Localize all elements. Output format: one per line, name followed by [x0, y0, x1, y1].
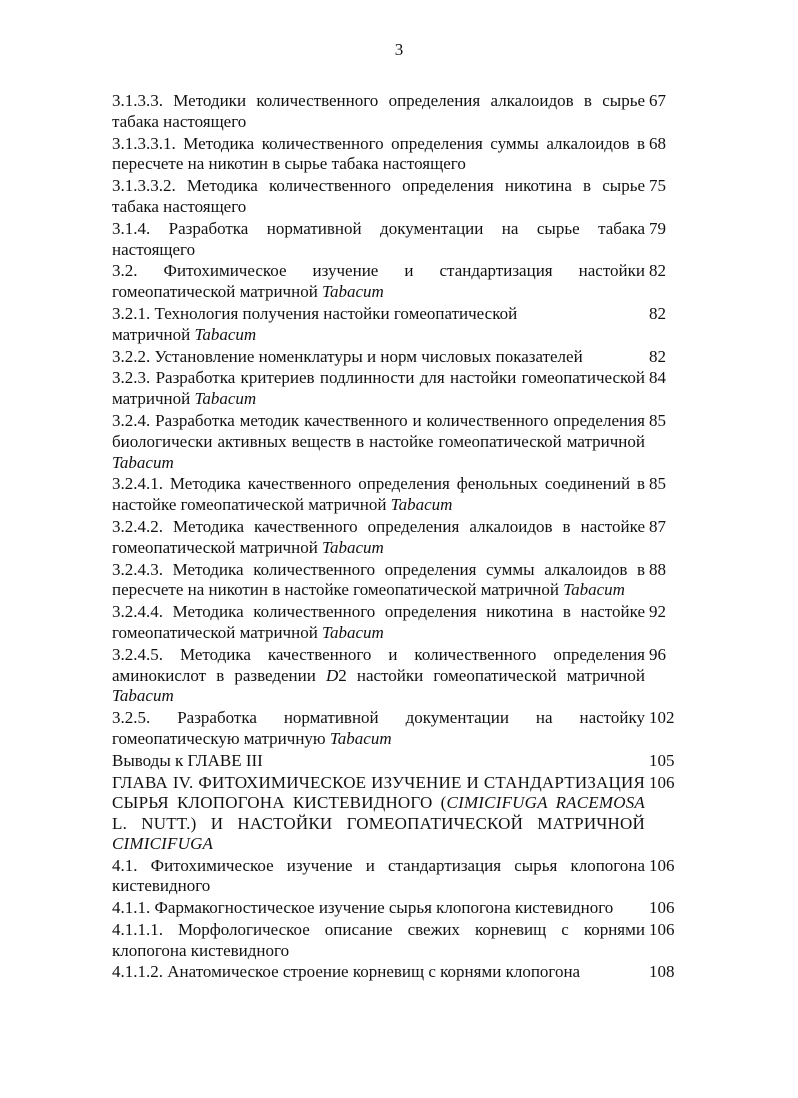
toc-title-text: 3.2.5. Разработка нормативной документации на настойку гомеопатическую матричную — [112, 708, 645, 748]
toc-title-latin: CIMICIFUGA RACEMOSA — [446, 793, 645, 812]
toc-title-latin: Tabacum — [194, 389, 257, 409]
toc-entry-3-2-4 — [112, 411, 712, 473]
toc-entry-3-2 — [112, 261, 712, 303]
toc-entry-title — [112, 645, 645, 707]
toc-entry-3-2-1 — [112, 304, 712, 346]
toc-entry-4-1 — [112, 856, 712, 898]
toc-entry-3-2-4-4 — [112, 602, 712, 644]
toc-entry-title — [112, 176, 645, 218]
toc-page-number: 106 — [649, 772, 675, 792]
toc-title-latin: Tabacum — [390, 495, 453, 515]
toc-page-number: 106 — [649, 919, 675, 939]
toc-entry-3-2-3 — [112, 368, 712, 410]
page-number: 3 — [394, 40, 404, 59]
toc-page-number: 67 — [649, 91, 666, 110]
toc-entry-4-1-1-1 — [112, 920, 712, 962]
toc-entry-3-2-4-1 — [112, 474, 712, 516]
toc-title-text: Выводы к ГЛАВЕ III — [112, 750, 263, 770]
toc-entry-conclusions-chapter-3 — [112, 751, 712, 772]
toc-title-text: 4.1.1.2. Анатомическое строение корневищ с корнями клопогона — [112, 962, 581, 982]
toc-title-text: 3.2.4.3. Методика количественного определения суммы алкалоидов в пересчете на никотин в настойке гомеопатической матричной — [112, 559, 645, 600]
toc-title-text: 4.1. Фитохимическое изучение и стандартизация сырья клопогона кистевидного — [112, 855, 645, 896]
toc-title-latin: Tabacum — [563, 580, 625, 600]
toc-title-text: 2 настойки гомеопатической матричной — [338, 665, 645, 685]
toc-page-number: 75 — [649, 176, 666, 196]
toc-title-latin: CIMICIFUGA — [112, 834, 214, 853]
toc-page-number: 84 — [649, 368, 666, 388]
toc-title-text: 3.2.2. Установление номенклатуры и норм числовых показателей — [112, 346, 583, 366]
toc-page-number: 106 — [649, 855, 675, 875]
toc-title-text: 3.1.3.3.1. Методика количественного определения суммы алкалоидов в пересчете на никотин в сырье табака настоящего — [112, 133, 645, 174]
toc-entry-title — [112, 474, 645, 516]
toc-entry-title — [112, 962, 645, 983]
toc-page-number: 85 — [649, 474, 666, 494]
toc-page-number: 87 — [649, 516, 666, 536]
toc-entry-3-2-2 — [112, 347, 712, 368]
toc-page-number: 82 — [649, 303, 666, 323]
toc-title-text: ГЛАВА IV. ФИТОХИМИЧЕСКОЕ ИЗУЧЕНИЕ И СТАНДАРТИЗАЦИЯ СЫРЬЯ КЛОПОГОНА КИСТЕВИДНОГО ( — [112, 772, 645, 812]
toc-entry-3-1-3-3-1 — [112, 134, 712, 176]
toc-page-number: 85 — [649, 410, 666, 430]
toc-title-text: 3.2. Фитохимическое изучение и стандартизация настойки гомеопатической матричной — [112, 261, 645, 302]
table-of-contents — [112, 91, 712, 983]
toc-title-text: 3.2.4. Разработка методик качественного и количественного определения биологически активных веществ в настойке гомеопатической матричной — [112, 410, 645, 451]
toc-entry-4-1-1 — [112, 898, 712, 919]
toc-entry-3-2-5 — [112, 708, 712, 750]
toc-entry-title — [112, 219, 645, 261]
toc-entry-title — [112, 602, 645, 644]
toc-entry-title — [112, 411, 645, 473]
toc-entry-3-2-4-3 — [112, 560, 712, 602]
toc-title-text: 3.2.1. Технология получения настойки гомеопатической матричной — [112, 303, 518, 344]
toc-entry-title — [112, 708, 645, 750]
toc-entry-4-1-1-2 — [112, 962, 712, 983]
toc-title-latin: Tabacum — [322, 537, 384, 557]
toc-title-latin: Tabacum — [322, 282, 384, 302]
toc-entry-title — [112, 560, 645, 602]
toc-title-text: 3.1.3.3.2. Методика количественного определения никотина в сырье табака настоящего — [112, 176, 645, 216]
toc-page-number: 82 — [649, 261, 666, 281]
toc-title-text: L. NUTT.) И НАСТОЙКИ ГОМЕОПАТИЧЕСКОЙ МАТРИЧНОЙ — [112, 813, 645, 833]
toc-title-latin: Tabacum — [194, 324, 257, 344]
toc-title-text: 4.1.1. Фармакогностическое изучение сырья клопогона кистевидного — [112, 898, 614, 918]
toc-title-latin: Tabacum — [112, 686, 174, 706]
toc-title-latin: D — [325, 665, 339, 685]
toc-entry-title — [112, 856, 645, 898]
toc-page-number: 102 — [649, 708, 675, 728]
toc-page-number: 106 — [649, 898, 675, 918]
toc-page-number: 79 — [649, 218, 666, 238]
toc-title-text: 3.2.4.2. Методика качественного определения алкалоидов в настойке гомеопатической матричной — [112, 516, 645, 557]
toc-page-number: 108 — [649, 962, 675, 982]
toc-title-text: 3.2.4.1. Методика качественного определения фенольных соединений в настойке гомеопатической матричной — [112, 474, 645, 515]
toc-entry-title — [112, 134, 645, 176]
toc-title-text: 3.1.3.3. Методики количественного определения алкалоидов в сырье табака настоящего — [112, 91, 645, 131]
toc-title-latin: Tabacum — [322, 622, 384, 642]
toc-entry-title — [112, 91, 645, 133]
toc-entry-title — [112, 773, 645, 855]
toc-entry-title — [112, 920, 645, 962]
toc-entry-title — [112, 368, 645, 410]
toc-page-number: 68 — [649, 133, 666, 153]
toc-entry-3-2-4-2 — [112, 517, 712, 559]
toc-title-text: 3.2.4.5. Методика качественного и количественного определения аминокислот в разведении — [112, 644, 645, 685]
toc-page-number: 105 — [649, 750, 675, 770]
toc-title-text: 3.2.4.4. Методика количественного определения никотина в настойке гомеопатической матричной — [112, 602, 645, 642]
toc-page-number: 88 — [649, 559, 666, 579]
toc-title-text: 3.2.3. Разработка критериев подлинности для настойки гомеопатической матричной — [112, 368, 645, 409]
toc-page-number: 96 — [649, 644, 666, 664]
toc-entry-title — [112, 347, 645, 368]
toc-entry-3-1-3-3-2 — [112, 176, 712, 218]
toc-entry-title — [112, 517, 645, 559]
toc-entry-title — [112, 898, 645, 919]
toc-entry-title — [112, 261, 645, 303]
toc-entry-3-1-3-3 — [112, 91, 712, 133]
toc-entry-3-1-4 — [112, 219, 712, 261]
toc-entry-chapter-4 — [112, 773, 712, 855]
toc-title-latin: Tabacum — [112, 452, 174, 472]
toc-title-latin: Tabacum — [329, 728, 392, 748]
toc-entry-title — [112, 304, 567, 346]
toc-title-text: 3.1.4. Разработка нормативной документации на сырье табака настоящего — [112, 218, 645, 259]
toc-entry-3-2-4-5 — [112, 645, 712, 707]
toc-title-text: 4.1.1.1. Морфологическое описание свежих корневищ с корнями клопогона кистевидного — [112, 919, 645, 960]
toc-entry-title — [112, 751, 645, 772]
toc-page-number: 82 — [649, 346, 666, 366]
toc-page-number: 92 — [649, 602, 666, 622]
